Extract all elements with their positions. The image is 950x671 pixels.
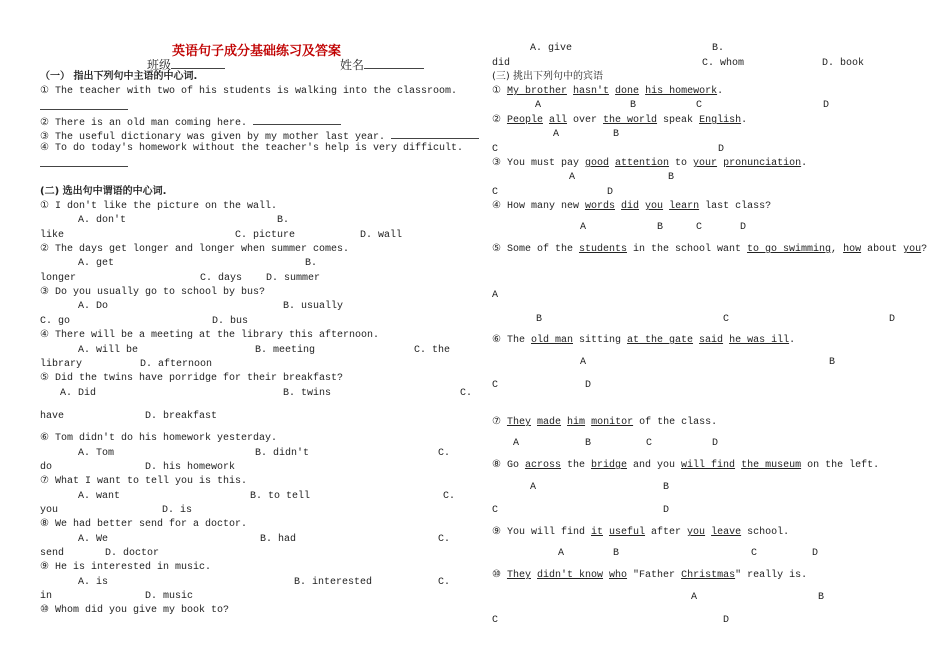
option-a-text: it [590,527,603,538]
s2-q8-b[interactable]: B. had [260,534,297,545]
s2-q2-c[interactable]: C. days [200,273,243,284]
s2-q9: ⑨ He is interested in music. [40,562,211,573]
s3-q5-c[interactable]: C [723,314,730,325]
option-c-text: will find [681,460,736,471]
s2-q4-d[interactable]: D. afternoon [140,359,213,370]
s3-q2-d[interactable]: D [718,144,725,155]
option-b-text: bridge [591,460,628,471]
s3-q9-a[interactable]: A [558,548,565,559]
s1-q3-blank[interactable] [391,129,479,139]
s2-q4-c[interactable]: C. the [414,345,451,356]
s2-q9-d[interactable]: D. music [145,591,194,602]
s3-q3 [492,158,807,170]
option-d-text: English [699,115,742,126]
option-a-text: students [578,244,627,255]
s3-q4 [492,201,771,213]
s3-q6-d[interactable]: D [585,380,592,391]
s3-q3-b[interactable]: B [668,172,675,183]
s2-q6-c[interactable]: C. [438,448,451,459]
seg: " really is. [735,570,808,581]
seg: in the school want [627,244,748,255]
seg: ⑤ Some of the [492,244,579,255]
name-label: 姓名 [340,58,365,72]
s2-q10-d[interactable]: D. book [822,58,865,69]
s2-q3-c[interactable]: C. go [40,316,71,327]
s3-q4-b[interactable]: B [657,222,664,233]
s2-q1-d[interactable]: D. wall [360,230,403,241]
seg: . [741,115,748,126]
option-b-text: all [549,115,568,126]
s2-q2: ② The days get longer and longer when summer comes. [40,244,350,255]
s2-q5-d[interactable]: D. breakfast [145,411,218,422]
s3-q7-d[interactable]: D [712,438,719,449]
s3-q7 [492,417,717,429]
s2-q10-b2: did [492,58,511,69]
s3-q6-c[interactable]: C [492,380,499,391]
s1-heading: （一） 指出下列句中主语的中心词. [40,71,198,82]
s2-q9-a[interactable]: A. is [78,577,109,588]
class-blank[interactable] [171,59,225,69]
s3-q8-b[interactable]: B [663,482,670,493]
s3-q10-a[interactable]: A [691,592,698,603]
s1-q3-text: ③ The useful dictionary was given by my mother last year. [40,132,386,143]
s1-q2-blank[interactable] [253,115,341,125]
s3-q5-d[interactable]: D [889,314,896,325]
seg: ⑨ You will find [492,527,591,538]
s2-q1-b[interactable]: B. [277,215,290,226]
s2-q7-c[interactable]: C. [443,491,456,502]
s2-q8-c2: send [40,548,65,559]
s2-q2-b2: longer [40,273,77,284]
s2-q6-c2: do [40,462,53,473]
s3-q8-d[interactable]: D [663,505,670,516]
s2-q2-d[interactable]: D. summer [266,273,321,284]
s2-q1-b2: like [40,230,65,241]
s3-q7-b[interactable]: B [585,438,592,449]
s2-q8-a[interactable]: A. We [78,534,109,545]
s3-q2-b[interactable]: B [613,129,620,140]
option-c-text: who [609,570,628,581]
s2-q8: ⑧ We had better send for a doctor. [40,519,247,530]
s2-q2-b[interactable]: B. [305,258,318,269]
s1-q4: ④ To do today's homework without the teacher's help is very difficult. [40,143,464,154]
s3-heading: (三) 挑出下列句中的宾语 [492,71,603,82]
option-b-text: did [621,201,640,212]
seg: over [567,115,604,126]
seg: on the left. [801,460,880,471]
s2-q9-b[interactable]: B. interested [294,577,373,588]
s2-q6-a[interactable]: A. Tom [78,448,115,459]
option-b-text: useful [609,527,646,538]
s2-q5-c2: have [40,411,65,422]
s3-q10-d[interactable]: D [723,615,730,626]
s3-q3-d[interactable]: D [607,187,614,198]
option-d-text: his homework [645,86,718,97]
s2-q6: ⑥ Tom didn't do his homework yesterday. [40,433,278,444]
s2-q3-b[interactable]: B. usually [283,301,344,312]
s3-q6-a[interactable]: A [580,357,587,368]
seg: after [645,527,688,538]
s2-q10-a[interactable]: A. give [530,43,573,54]
seg: the [560,460,591,471]
seg: ⑧ Go [492,460,525,471]
seg: ④ How many new [492,201,585,212]
s2-q1-a[interactable]: A. don't [78,215,127,226]
s3-q8-c[interactable]: C [492,505,499,516]
s3-q1-a[interactable]: A [535,100,542,111]
seg: about [861,244,904,255]
seg: last class? [699,201,772,212]
s2-q5: ⑤ Did the twins have porridge for their breakfast? [40,373,344,384]
option-d-text: pronunciation [723,158,802,169]
s2-q7-d[interactable]: D. is [162,505,193,516]
s1-q1-blank[interactable] [40,100,128,115]
s1-q2 [40,115,341,130]
s3-q6 [492,335,795,347]
option-a-text: across [524,460,561,471]
s3-q1-b[interactable]: B [630,100,637,111]
option-a-text: My brother [506,86,567,97]
s2-q7: ⑦ What I want to tell you is this. [40,476,247,487]
seg: . [717,86,724,97]
s2-q8-c[interactable]: C. [438,534,451,545]
s2-q5-b[interactable]: B. twins [283,388,332,399]
s2-q3: ③ Do you usually go to school by bus? [40,287,265,298]
s2-q8-d[interactable]: D. doctor [105,548,160,559]
s2-q10-c[interactable]: C. whom [702,58,745,69]
s3-q4-d[interactable]: D [740,222,747,233]
s3-q2-c[interactable]: C [492,144,499,155]
option-d-text: Christmas [681,570,736,581]
seg: school. [741,527,790,538]
s3-q9 [492,527,789,539]
option-a-text: good [584,158,609,169]
seg: ② [492,115,507,126]
s2-q7-a[interactable]: A. want [78,491,121,502]
s2-q10-b[interactable]: B. [712,43,725,54]
option-d-text: learn [669,201,700,212]
seg: ⑩ [492,570,507,581]
s1-q3 [40,129,479,144]
option-d-text: leave [711,527,742,538]
option-b-text: to go swimming [747,244,832,255]
s2-heading: (二) 选出句中谓语的中心词. [40,186,167,197]
option-d-text: he was ill [729,335,790,346]
option-b-text: made [537,417,562,428]
seg: ? [921,244,928,255]
s3-q4-c[interactable]: C [696,222,703,233]
option-a-text: old man [530,335,573,346]
option-b-text: hasn't [573,86,610,97]
s2-q6-d[interactable]: D. his homework [145,462,236,473]
option-c-text: your [693,158,718,169]
option-b-text: didn't know [537,570,604,581]
name-blank[interactable] [364,59,424,69]
s1-q2-text: ② There is an old man coming here. [40,118,247,129]
s2-q3-d[interactable]: D. bus [212,316,249,327]
seg: speak [657,115,700,126]
option-c-text: the world [603,115,658,126]
option-c-text: said [699,335,724,346]
s2-q4-c2: library [40,359,83,370]
option-d-text: you [903,244,922,255]
option-a-text: They [506,570,531,581]
s2-q6-b[interactable]: B. didn't [255,448,310,459]
s2-q4-b[interactable]: B. meeting [255,345,316,356]
option-d-text: monitor [591,417,634,428]
s1-q1: ① The teacher with two of his students is walking into the classroom. [40,86,458,97]
s3-q2-a[interactable]: A [553,129,560,140]
s3-q7-a[interactable]: A [513,438,520,449]
option-c-text: you [645,201,664,212]
class-label: 班级 [147,58,172,72]
seg: "Father [627,570,682,581]
s3-q7-c[interactable]: C [646,438,653,449]
seg: ⑥ The [492,335,531,346]
s3-q1-d[interactable]: D [823,100,830,111]
s2-q1-c[interactable]: C. picture [235,230,296,241]
s3-q2 [492,115,747,127]
option-d-text: the museum [741,460,802,471]
option-c-text: how [843,244,862,255]
s3-q1 [492,86,723,98]
seg: . [801,158,808,169]
name-field [340,56,424,73]
page-title: 英语句子成分基础练习及答案 [172,44,342,59]
s3-q4-a[interactable]: A [580,222,587,233]
seg: ⑦ [492,417,507,428]
s2-q7-b[interactable]: B. to tell [250,491,311,502]
s2-q2-a[interactable]: A. get [78,258,115,269]
s3-q5-b[interactable]: B [536,314,543,325]
s3-q9-d[interactable]: D [812,548,819,559]
option-b-text: attention [615,158,670,169]
seg: ① [492,86,507,97]
s3-q8 [492,460,879,472]
s3-q1-c[interactable]: C [696,100,703,111]
s3-q10-b[interactable]: B [818,592,825,603]
option-a-text: They [506,417,531,428]
seg: ③ You must pay [492,158,585,169]
seg: , [831,244,844,255]
s2-q4: ④ There will be a meeting at the library this afternoon. [40,330,380,341]
s3-q10-c[interactable]: C [492,615,499,626]
option-a-text: People [506,115,543,126]
s3-q3-c[interactable]: C [492,187,499,198]
s2-q5-c[interactable]: C. [460,388,473,399]
seg: sitting [573,335,628,346]
seg: and you [627,460,682,471]
s3-q5-a[interactable]: A [492,290,499,301]
option-b-text: at the gate [627,335,694,346]
s2-q4-a[interactable]: A. will be [78,345,139,356]
s2-q10: ⑩ Whom did you give my book to? [40,605,229,616]
s2-q1: ① I don't like the picture on the wall. [40,201,278,212]
option-c-text: done [615,86,640,97]
s2-q7-c2: you [40,505,59,516]
option-c-text: you [687,527,706,538]
s3-q9-b[interactable]: B [613,548,620,559]
s3-q3-a[interactable]: A [569,172,576,183]
s3-q5 [492,244,927,256]
s3-q10 [492,570,807,582]
s2-q9-c2: in [40,591,53,602]
s3-q8-a[interactable]: A [530,482,537,493]
seg: to [669,158,694,169]
s1-q4-blank[interactable] [40,157,128,172]
seg: of the class. [633,417,718,428]
s2-q5-a[interactable]: A. Did [60,388,97,399]
option-c-text: him [567,417,586,428]
seg: . [789,335,796,346]
s3-q9-c[interactable]: C [751,548,758,559]
option-a-text: words [584,201,615,212]
s3-q6-b[interactable]: B [829,357,836,368]
s2-q3-a[interactable]: A. Do [78,301,109,312]
s2-q9-c[interactable]: C. [438,577,451,588]
